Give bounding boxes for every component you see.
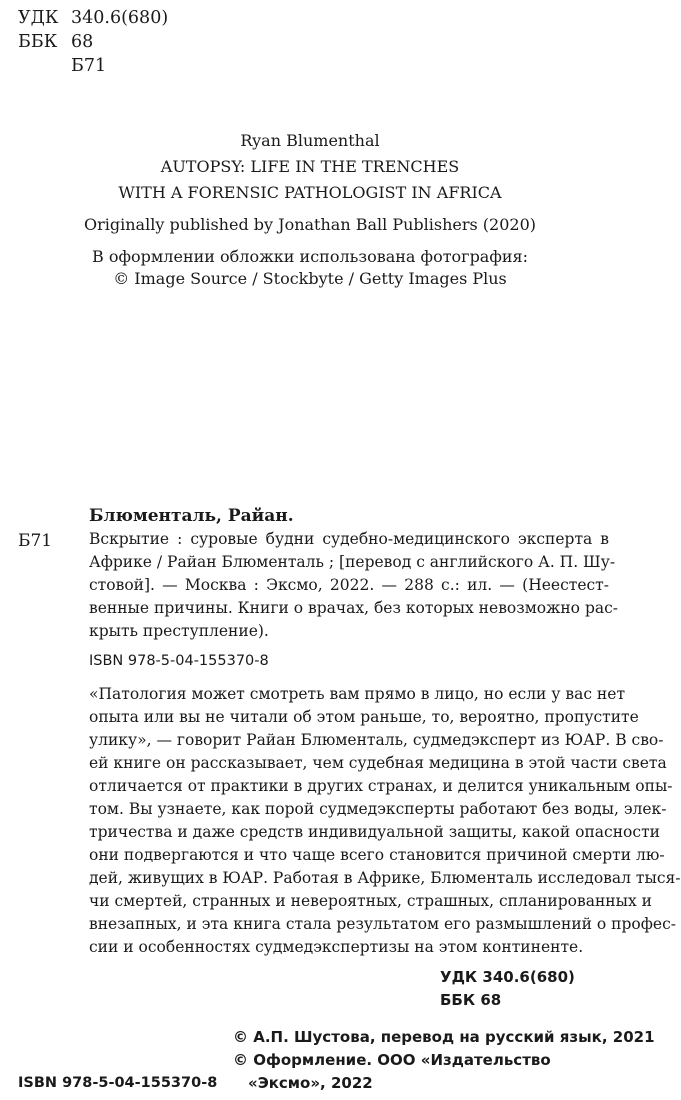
cover-credit-line-1: В оформлении обложки использована фотография: xyxy=(91,247,529,266)
description-line: венные причины. Книги о врачах, без которых невозможно рас- xyxy=(89,599,619,617)
annotation-line: чи смертей, странных и невероятных, страшных, спланированных и xyxy=(89,892,652,910)
annotation-line: «Патология может смотреть вам прямо в лицо, но если у вас нет xyxy=(89,685,626,703)
bibliographic-heading: Блюменталь, Райан. xyxy=(89,506,294,526)
original-author: Ryan Blumenthal xyxy=(240,131,380,150)
annotation-line: отличается от практики в других странах, и делится уникальным опы- xyxy=(89,777,673,795)
bbk-value: 68 xyxy=(71,32,94,52)
description-line: крыть преступление). xyxy=(89,622,269,640)
description-line: Вскрытие : суровые будни судебно-медицинского эксперта в xyxy=(89,530,609,548)
footer-isbn: ISBN 978-5-04-155370-8 xyxy=(18,1075,218,1091)
end-udk: УДК 340.6(680) xyxy=(440,968,575,986)
end-bbk: ББК 68 xyxy=(440,991,502,1009)
bbk-label: ББК xyxy=(18,32,58,52)
annotation-line: внезапных, и эта книга стала результатом его размышлений о профес- xyxy=(89,915,676,933)
author-mark: Б71 xyxy=(18,531,53,551)
annotation-line: ей книге он рассказывает, чем судебная медицина в этой части света xyxy=(89,754,667,772)
annotation-line: том. Вы узнаете, как порой судмедэксперты работают без воды, элек- xyxy=(89,800,667,818)
description-line: Африке / Райан Блюменталь ; [перевод с английского А. П. Шу- xyxy=(89,553,616,571)
original-publisher: Originally published by Jonathan Ball Publishers (2020) xyxy=(84,215,536,234)
author-mark-top: Б71 xyxy=(71,56,107,76)
copyright-design-line-1: © Оформление. ООО «Издательство xyxy=(233,1051,551,1069)
annotation-line: опыта или вы не читали об этом раньше, то, вероятно, пропустите xyxy=(89,708,639,726)
cover-credit-line-2: © Image Source / Stockbyte / Getty Images Plus xyxy=(113,269,507,288)
annotation-line: улику», — говорит Райан Блюменталь, судмедэксперт из ЮАР. В сво- xyxy=(89,731,664,749)
annotation-line: тричества и даже средств индивидуальной защиты, какой опасности xyxy=(89,823,660,841)
annotation-line: они подвергаются и что чаще всего становится причиной смерти лю- xyxy=(89,846,665,864)
copyright-translation: © А.П. Шустова, перевод на русский язык, 2021 xyxy=(233,1028,655,1046)
annotation-line: сии и особенностях судмедэкспертизы на этом континенте. xyxy=(89,938,584,956)
isbn-record: ISBN 978-5-04-155370-8 xyxy=(89,653,269,669)
original-edition-block xyxy=(0,0,620,300)
copyright-design-line-2: «Эксмо», 2022 xyxy=(248,1074,373,1092)
udk-label: УДК xyxy=(18,8,59,28)
original-title-line-1: AUTOPSY: LIFE IN THE TRENCHES xyxy=(160,157,460,176)
description-line: стовой]. — Москва : Эксмо, 2022. — 288 с.: ил. — (Неестест- xyxy=(89,576,609,594)
original-title-line-2: WITH A FORENSIC PATHOLOGIST IN AFRICA xyxy=(118,183,502,202)
udk-value: 340.6(680) xyxy=(71,8,169,28)
annotation-line: дей, живущих в ЮАР. Работая в Африке, Блюменталь исследовал тыся- xyxy=(89,869,681,887)
